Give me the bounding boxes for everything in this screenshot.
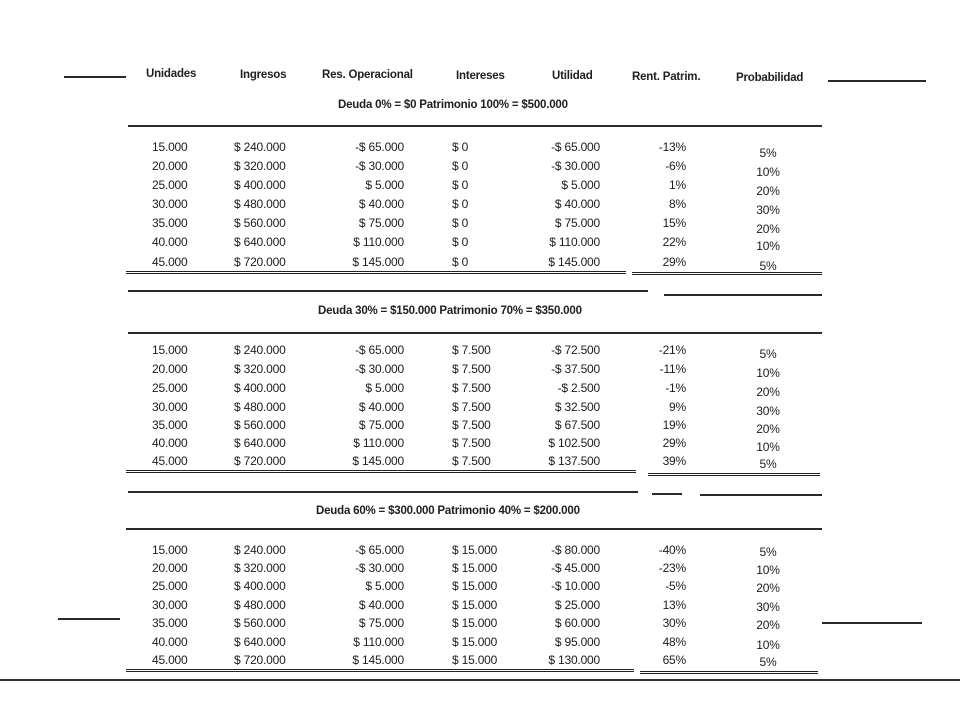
header-res-operacional: Res. Operacional bbox=[322, 69, 413, 81]
cell-intereses: $ 15.000 bbox=[452, 616, 498, 630]
cell-probabilidad: 30% bbox=[756, 600, 780, 614]
cell-rent-patrim: -23% bbox=[658, 561, 686, 575]
cell-intereses: $ 15.000 bbox=[452, 598, 498, 612]
cell-probabilidad: 20% bbox=[756, 581, 780, 595]
section-2-total-rule bbox=[126, 470, 636, 473]
cell-utilidad: $ 60.000 bbox=[554, 616, 600, 630]
section-2-bottom-rule bbox=[128, 491, 638, 493]
cell-ingresos: $ 560.000 bbox=[234, 216, 286, 230]
section-3-total-rule-right bbox=[640, 671, 818, 674]
cell-intereses: $ 0 bbox=[452, 140, 469, 154]
rule-left-header bbox=[64, 76, 126, 78]
cell-intereses: $ 7.500 bbox=[452, 418, 491, 432]
cell-utilidad: -$ 2.500 bbox=[557, 381, 600, 395]
page-bottom-rule bbox=[0, 679, 960, 681]
cell-utilidad: $ 102.500 bbox=[548, 436, 600, 450]
section-title-deuda-0: Deuda 0% = $0 Patrimonio 100% = $500.000 bbox=[338, 99, 568, 111]
cell-intereses: $ 0 bbox=[452, 235, 469, 249]
cell-ingresos: $ 480.000 bbox=[234, 197, 286, 211]
cell-unidades: 35.000 bbox=[152, 418, 188, 432]
cell-unidades: 30.000 bbox=[152, 400, 188, 414]
cell-utilidad: -$ 30.000 bbox=[551, 159, 600, 173]
cell-utilidad: $ 75.000 bbox=[554, 216, 600, 230]
cell-intereses: $ 15.000 bbox=[452, 543, 498, 557]
cell-unidades: 20.000 bbox=[152, 159, 188, 173]
cell-ingresos: $ 240.000 bbox=[234, 543, 286, 557]
section-1-total-rule bbox=[126, 271, 626, 274]
cell-res-operacional: $ 145.000 bbox=[352, 653, 404, 667]
cell-rent-patrim: 9% bbox=[669, 400, 686, 414]
cell-intereses: $ 0 bbox=[452, 216, 469, 230]
cell-ingresos: $ 640.000 bbox=[234, 235, 286, 249]
cell-rent-patrim: 13% bbox=[662, 598, 686, 612]
cell-ingresos: $ 320.000 bbox=[234, 362, 286, 376]
cell-res-operacional: $ 5.000 bbox=[365, 178, 404, 192]
cell-intereses: $ 0 bbox=[452, 159, 469, 173]
cell-utilidad: -$ 65.000 bbox=[551, 140, 600, 154]
cell-res-operacional: -$ 30.000 bbox=[355, 561, 404, 575]
cell-probabilidad: 20% bbox=[756, 184, 780, 198]
cell-probabilidad: 10% bbox=[756, 638, 780, 652]
cell-ingresos: $ 320.000 bbox=[234, 561, 286, 575]
cell-res-operacional: $ 145.000 bbox=[352, 454, 404, 468]
cell-res-operacional: $ 40.000 bbox=[358, 197, 404, 211]
cell-utilidad: -$ 45.000 bbox=[551, 561, 600, 575]
section-1-total-rule-right bbox=[632, 272, 822, 275]
cell-unidades: 25.000 bbox=[152, 579, 188, 593]
cell-rent-patrim: 48% bbox=[662, 635, 686, 649]
cell-ingresos: $ 400.000 bbox=[234, 381, 286, 395]
cell-ingresos: $ 640.000 bbox=[234, 436, 286, 450]
cell-intereses: $ 0 bbox=[452, 255, 469, 269]
cell-utilidad: -$ 80.000 bbox=[551, 543, 600, 557]
rule-right-header bbox=[828, 80, 926, 82]
cell-res-operacional: $ 40.000 bbox=[358, 598, 404, 612]
cell-unidades: 35.000 bbox=[152, 216, 188, 230]
cell-utilidad: $ 145.000 bbox=[548, 255, 600, 269]
cell-intereses: $ 15.000 bbox=[452, 579, 498, 593]
cell-utilidad: $ 40.000 bbox=[554, 197, 600, 211]
cell-unidades: 15.000 bbox=[152, 543, 188, 557]
cell-res-operacional: -$ 65.000 bbox=[355, 140, 404, 154]
cell-unidades: 30.000 bbox=[152, 598, 188, 612]
cell-utilidad: -$ 10.000 bbox=[551, 579, 600, 593]
cell-probabilidad: 5% bbox=[759, 146, 777, 160]
cell-intereses: $ 7.500 bbox=[452, 436, 491, 450]
cell-ingresos: $ 400.000 bbox=[234, 579, 286, 593]
cell-intereses: $ 0 bbox=[452, 178, 469, 192]
cell-intereses: $ 7.500 bbox=[452, 362, 491, 376]
cell-res-operacional: $ 5.000 bbox=[365, 579, 404, 593]
cell-intereses: $ 15.000 bbox=[452, 561, 498, 575]
cell-res-operacional: -$ 30.000 bbox=[355, 362, 404, 376]
cell-probabilidad: 20% bbox=[756, 618, 780, 632]
rule-left-bottom bbox=[58, 618, 120, 620]
cell-utilidad: $ 95.000 bbox=[554, 635, 600, 649]
cell-probabilidad: 5% bbox=[759, 655, 777, 669]
cell-unidades: 20.000 bbox=[152, 362, 188, 376]
cell-unidades: 20.000 bbox=[152, 561, 188, 575]
section-1-bottom-rule-right bbox=[664, 294, 822, 296]
cell-ingresos: $ 320.000 bbox=[234, 159, 286, 173]
cell-rent-patrim: -11% bbox=[659, 362, 686, 376]
cell-unidades: 40.000 bbox=[152, 235, 188, 249]
rule-right-bottom bbox=[822, 622, 922, 624]
cell-res-operacional: $ 110.000 bbox=[353, 635, 404, 649]
header-utilidad: Utilidad bbox=[552, 70, 593, 82]
cell-intereses: $ 0 bbox=[452, 197, 469, 211]
cell-ingresos: $ 720.000 bbox=[234, 454, 286, 468]
cell-res-operacional: $ 110.000 bbox=[353, 235, 404, 249]
cell-rent-patrim: 29% bbox=[662, 255, 686, 269]
cell-utilidad: $ 67.500 bbox=[554, 418, 600, 432]
header-unidades: Unidades bbox=[146, 68, 197, 80]
cell-rent-patrim: 8% bbox=[669, 197, 686, 211]
section-2-top-rule bbox=[128, 332, 822, 334]
header-probabilidad: Probabilidad bbox=[736, 72, 804, 84]
cell-intereses: $ 7.500 bbox=[452, 343, 491, 357]
cell-ingresos: $ 240.000 bbox=[234, 343, 286, 357]
section-2-bottom-rule-right bbox=[700, 494, 822, 496]
cell-utilidad: -$ 72.500 bbox=[551, 343, 600, 357]
cell-intereses: $ 7.500 bbox=[452, 400, 491, 414]
cell-utilidad: -$ 37.500 bbox=[551, 362, 600, 376]
header-rent-patrim: Rent. Patrim. bbox=[632, 71, 701, 83]
cell-probabilidad: 20% bbox=[756, 422, 780, 436]
cell-probabilidad: 5% bbox=[759, 347, 777, 361]
cell-probabilidad: 10% bbox=[756, 440, 780, 454]
cell-rent-patrim: -40% bbox=[658, 543, 686, 557]
cell-probabilidad: 20% bbox=[756, 385, 780, 399]
cell-probabilidad: 10% bbox=[756, 366, 780, 380]
cell-utilidad: $ 5.000 bbox=[561, 178, 600, 192]
section-title-deuda-60: Deuda 60% = $300.000 Patrimonio 40% = $200.000 bbox=[316, 505, 580, 517]
cell-rent-patrim: 15% bbox=[662, 216, 686, 230]
header-intereses: Intereses bbox=[456, 70, 505, 82]
section-3-total-rule bbox=[126, 669, 634, 672]
cell-probabilidad: 10% bbox=[756, 239, 780, 253]
cell-unidades: 30.000 bbox=[152, 197, 188, 211]
cell-probabilidad: 30% bbox=[756, 203, 780, 217]
cell-probabilidad: 10% bbox=[756, 165, 780, 179]
cell-res-operacional: $ 5.000 bbox=[365, 381, 404, 395]
cell-unidades: 35.000 bbox=[152, 616, 188, 630]
cell-unidades: 45.000 bbox=[152, 255, 188, 269]
cell-res-operacional: $ 110.000 bbox=[353, 436, 404, 450]
cell-ingresos: $ 480.000 bbox=[234, 400, 286, 414]
cell-rent-patrim: -5% bbox=[665, 579, 686, 593]
section-2-total-rule-right bbox=[648, 473, 820, 476]
cell-res-operacional: -$ 65.000 bbox=[355, 543, 404, 557]
cell-rent-patrim: -13% bbox=[658, 140, 686, 154]
cell-ingresos: $ 720.000 bbox=[234, 653, 286, 667]
cell-res-operacional: -$ 30.000 bbox=[355, 159, 404, 173]
cell-res-operacional: $ 145.000 bbox=[352, 255, 404, 269]
section-1-top-rule bbox=[128, 125, 822, 127]
cell-ingresos: $ 240.000 bbox=[234, 140, 286, 154]
cell-res-operacional: $ 75.000 bbox=[358, 418, 404, 432]
cell-unidades: 40.000 bbox=[152, 635, 188, 649]
cell-unidades: 15.000 bbox=[152, 343, 188, 357]
cell-rent-patrim: 1% bbox=[669, 178, 686, 192]
cell-intereses: $ 7.500 bbox=[452, 454, 491, 468]
cell-probabilidad: 20% bbox=[756, 222, 780, 236]
cell-res-operacional: $ 40.000 bbox=[358, 400, 404, 414]
cell-utilidad: $ 110.000 bbox=[549, 235, 600, 249]
header-ingresos: Ingresos bbox=[240, 69, 287, 81]
cell-intereses: $ 15.000 bbox=[452, 653, 498, 667]
cell-res-operacional: $ 75.000 bbox=[358, 216, 404, 230]
cell-res-operacional: -$ 65.000 bbox=[355, 343, 404, 357]
cell-ingresos: $ 640.000 bbox=[234, 635, 286, 649]
section-3-top-rule bbox=[126, 528, 822, 530]
cell-intereses: $ 15.000 bbox=[452, 635, 498, 649]
cell-res-operacional: $ 75.000 bbox=[358, 616, 404, 630]
cell-ingresos: $ 560.000 bbox=[234, 418, 286, 432]
cell-rent-patrim: 65% bbox=[662, 653, 686, 667]
cell-ingresos: $ 560.000 bbox=[234, 616, 286, 630]
cell-unidades: 40.000 bbox=[152, 436, 188, 450]
cell-utilidad: $ 130.000 bbox=[548, 653, 600, 667]
cell-unidades: 45.000 bbox=[152, 454, 188, 468]
cell-probabilidad: 30% bbox=[756, 404, 780, 418]
cell-probabilidad: 5% bbox=[759, 259, 777, 273]
cell-utilidad: $ 32.500 bbox=[554, 400, 600, 414]
cell-ingresos: $ 480.000 bbox=[234, 598, 286, 612]
cell-probabilidad: 10% bbox=[756, 563, 780, 577]
cell-rent-patrim: 19% bbox=[662, 418, 686, 432]
cell-probabilidad: 5% bbox=[759, 545, 777, 559]
cell-ingresos: $ 400.000 bbox=[234, 178, 286, 192]
cell-utilidad: $ 25.000 bbox=[554, 598, 600, 612]
cell-rent-patrim: 29% bbox=[662, 436, 686, 450]
cell-intereses: $ 7.500 bbox=[452, 381, 491, 395]
cell-rent-patrim: 30% bbox=[662, 616, 686, 630]
section-2-bottom-rule-mid bbox=[652, 493, 682, 495]
cell-rent-patrim: -6% bbox=[665, 159, 686, 173]
cell-rent-patrim: -21% bbox=[658, 343, 686, 357]
cell-unidades: 45.000 bbox=[152, 653, 188, 667]
cell-unidades: 25.000 bbox=[152, 381, 188, 395]
cell-unidades: 25.000 bbox=[152, 178, 188, 192]
cell-rent-patrim: 39% bbox=[662, 454, 686, 468]
section-title-deuda-30: Deuda 30% = $150.000 Patrimonio 70% = $350.000 bbox=[318, 305, 582, 317]
cell-unidades: 15.000 bbox=[152, 140, 188, 154]
cell-probabilidad: 5% bbox=[759, 457, 777, 471]
cell-rent-patrim: -1% bbox=[665, 381, 686, 395]
cell-rent-patrim: 22% bbox=[662, 235, 686, 249]
cell-utilidad: $ 137.500 bbox=[548, 454, 600, 468]
cell-ingresos: $ 720.000 bbox=[234, 255, 286, 269]
section-1-bottom-rule bbox=[128, 290, 648, 292]
